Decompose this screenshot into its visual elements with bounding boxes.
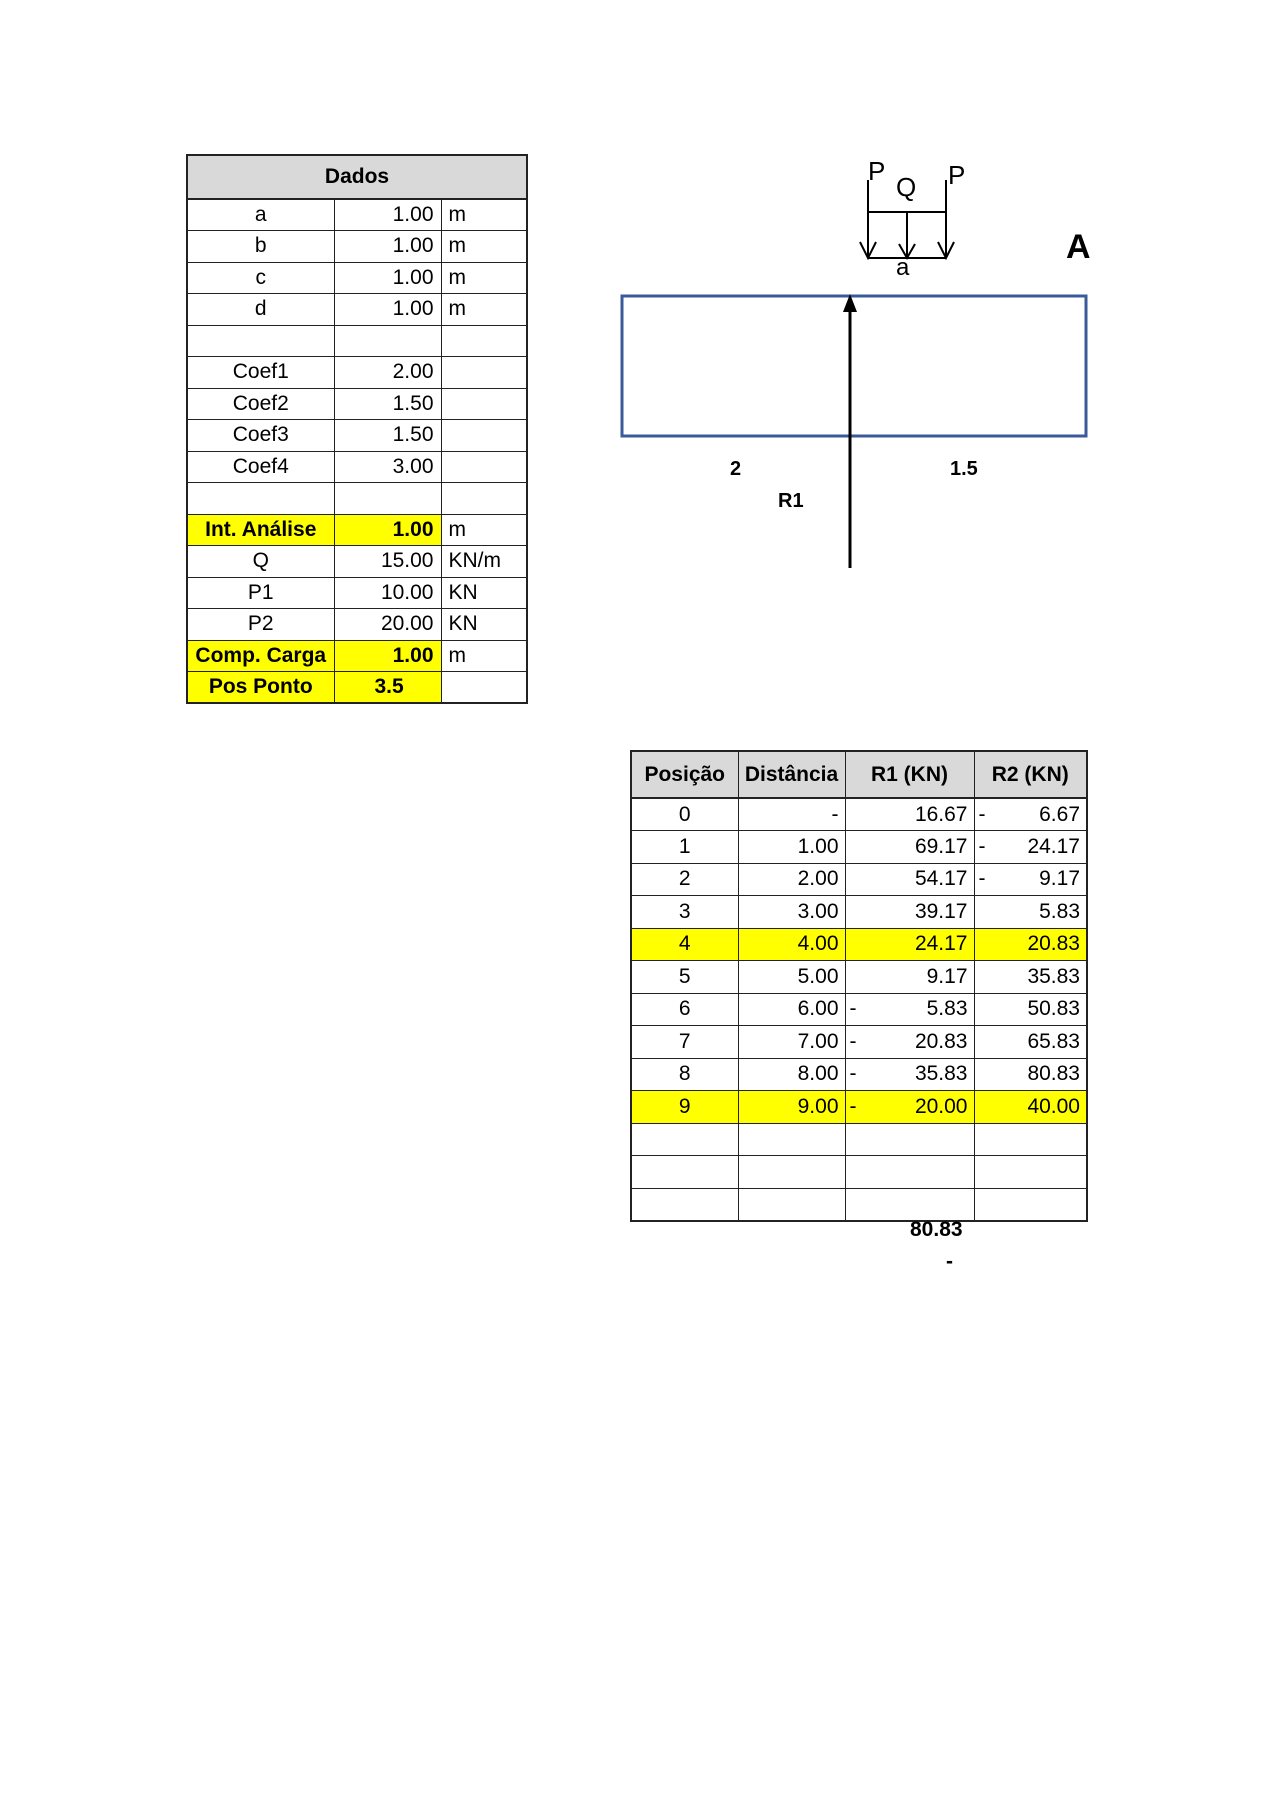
results-r1-number: 20.83 bbox=[914, 1029, 968, 1053]
dados-value: 1.50 bbox=[334, 420, 441, 452]
header-r2: R2 (KN) bbox=[974, 751, 1087, 798]
results-r2 bbox=[974, 1188, 1087, 1221]
results-r1 bbox=[845, 1026, 974, 1059]
results-row bbox=[631, 798, 1087, 831]
load-q-label: Q bbox=[896, 172, 917, 202]
results-distancia: 4.00 bbox=[738, 928, 845, 961]
results-r2 bbox=[974, 831, 1087, 864]
negative-sign: - bbox=[849, 1029, 857, 1053]
results-r1 bbox=[845, 896, 974, 929]
results-r1-number: 39.17 bbox=[914, 899, 968, 923]
results-r1 bbox=[845, 1058, 974, 1091]
results-r2-number: 40.00 bbox=[1027, 1094, 1080, 1118]
dados-row bbox=[187, 609, 527, 641]
results-distancia: 6.00 bbox=[738, 993, 845, 1026]
dados-label: d bbox=[187, 294, 334, 326]
results-row bbox=[631, 1091, 1087, 1124]
dados-row bbox=[187, 357, 527, 389]
results-r2 bbox=[974, 1091, 1087, 1124]
results-posicao: 3 bbox=[631, 896, 738, 929]
results-table-container bbox=[630, 750, 1086, 1222]
results-posicao bbox=[631, 1156, 738, 1189]
results-r2-number: 9.17 bbox=[1039, 867, 1080, 891]
results-table bbox=[630, 750, 1088, 1222]
results-row bbox=[631, 831, 1087, 864]
results-row bbox=[631, 1026, 1087, 1059]
dados-unit bbox=[441, 388, 527, 420]
dados-row bbox=[187, 294, 527, 326]
negative-sign: - bbox=[849, 997, 857, 1021]
results-distancia bbox=[738, 1123, 845, 1156]
results-row bbox=[631, 1123, 1087, 1156]
results-r1 bbox=[845, 993, 974, 1026]
header-distancia: Distância bbox=[738, 751, 845, 798]
dados-label: Coef3 bbox=[187, 420, 334, 452]
dim-right-label: 1.5 bbox=[950, 458, 978, 480]
results-posicao: 5 bbox=[631, 961, 738, 994]
results-r2 bbox=[974, 1026, 1087, 1059]
dados-table-container bbox=[186, 154, 526, 704]
beam-diagram bbox=[610, 150, 1110, 580]
results-posicao: 1 bbox=[631, 831, 738, 864]
negative-sign: - bbox=[849, 1094, 857, 1118]
dados-value: 2.00 bbox=[334, 357, 441, 389]
results-r2-number: 80.83 bbox=[1027, 1062, 1080, 1086]
results-r2 bbox=[974, 863, 1087, 896]
results-posicao bbox=[631, 1123, 738, 1156]
dados-unit: m bbox=[441, 231, 527, 263]
results-distancia: - bbox=[738, 798, 845, 831]
results-r1-number: 54.17 bbox=[914, 867, 968, 891]
results-distancia: 8.00 bbox=[738, 1058, 845, 1091]
dados-unit: KN bbox=[441, 577, 527, 609]
dados-unit: m bbox=[441, 640, 527, 672]
dados-row bbox=[187, 546, 527, 578]
dados-unit: KN/m bbox=[441, 546, 527, 578]
beam-diagram-svg bbox=[610, 150, 1110, 580]
dados-label: b bbox=[187, 231, 334, 263]
dados-label bbox=[187, 483, 334, 515]
results-distancia bbox=[738, 1156, 845, 1189]
header-posicao: Posição bbox=[631, 751, 738, 798]
dados-row bbox=[187, 231, 527, 263]
dados-unit: m bbox=[441, 262, 527, 294]
dados-label: P2 bbox=[187, 609, 334, 641]
dados-unit bbox=[441, 483, 527, 515]
dados-title: Dados bbox=[187, 155, 527, 199]
dados-unit bbox=[441, 420, 527, 452]
beam-rect bbox=[622, 296, 1086, 436]
dados-label bbox=[187, 325, 334, 357]
results-posicao bbox=[631, 1188, 738, 1221]
dados-value bbox=[334, 325, 441, 357]
dados-label: a bbox=[187, 199, 334, 231]
results-r1-number: 24.17 bbox=[914, 932, 968, 956]
results-r2-number: 65.83 bbox=[1027, 1029, 1080, 1053]
dados-value: 3.5 bbox=[334, 672, 441, 704]
dados-label: Coef2 bbox=[187, 388, 334, 420]
results-r1 bbox=[845, 798, 974, 831]
results-distancia bbox=[738, 1188, 845, 1221]
results-distancia: 9.00 bbox=[738, 1091, 845, 1124]
results-r1 bbox=[845, 1188, 974, 1221]
results-r2-number: 6.67 bbox=[1039, 802, 1080, 826]
results-r2-number: 5.83 bbox=[1039, 899, 1080, 923]
dados-label: Coef1 bbox=[187, 357, 334, 389]
results-r1-number: 16.67 bbox=[914, 802, 968, 826]
results-posicao: 8 bbox=[631, 1058, 738, 1091]
dados-unit: KN bbox=[441, 609, 527, 641]
dados-unit bbox=[441, 357, 527, 389]
dados-label: P1 bbox=[187, 577, 334, 609]
results-row bbox=[631, 961, 1087, 994]
results-r2 bbox=[974, 1156, 1087, 1189]
load-p-right-label: P bbox=[948, 160, 966, 190]
dados-unit: m bbox=[441, 199, 527, 231]
results-r1-number: 35.83 bbox=[914, 1062, 968, 1086]
negative-sign: - bbox=[978, 802, 986, 826]
results-row bbox=[631, 928, 1087, 961]
results-r1 bbox=[845, 961, 974, 994]
results-distancia: 3.00 bbox=[738, 896, 845, 929]
header-r1: R1 (KN) bbox=[845, 751, 974, 798]
results-r1 bbox=[845, 928, 974, 961]
dados-label: Q bbox=[187, 546, 334, 578]
dados-row bbox=[187, 262, 527, 294]
results-r1 bbox=[845, 831, 974, 864]
results-row bbox=[631, 1058, 1087, 1091]
dados-unit bbox=[441, 451, 527, 483]
dados-value: 1.00 bbox=[334, 199, 441, 231]
results-posicao: 2 bbox=[631, 863, 738, 896]
dados-row bbox=[187, 420, 527, 452]
dados-value: 1.00 bbox=[334, 514, 441, 546]
results-r2 bbox=[974, 798, 1087, 831]
dados-label: Comp. Carga bbox=[187, 640, 334, 672]
results-row bbox=[631, 1188, 1087, 1221]
results-posicao: 7 bbox=[631, 1026, 738, 1059]
results-distancia: 5.00 bbox=[738, 961, 845, 994]
results-r1-number: 9.17 bbox=[926, 964, 968, 988]
results-r2 bbox=[974, 1123, 1087, 1156]
dados-row bbox=[187, 388, 527, 420]
dados-value: 1.00 bbox=[334, 262, 441, 294]
results-distancia: 7.00 bbox=[738, 1026, 845, 1059]
negative-sign: - bbox=[978, 834, 986, 858]
dados-row bbox=[187, 514, 527, 546]
dados-value: 15.00 bbox=[334, 546, 441, 578]
dados-row bbox=[187, 325, 527, 357]
results-posicao: 0 bbox=[631, 798, 738, 831]
results-r2-number: 35.83 bbox=[1027, 964, 1080, 988]
negative-sign: - bbox=[978, 867, 986, 891]
results-r1-number: 69.17 bbox=[914, 834, 968, 858]
results-r2 bbox=[974, 896, 1087, 929]
dados-row bbox=[187, 577, 527, 609]
results-posicao: 6 bbox=[631, 993, 738, 1026]
results-r2 bbox=[974, 961, 1087, 994]
dados-value: 1.00 bbox=[334, 640, 441, 672]
results-r1 bbox=[845, 1156, 974, 1189]
results-r1 bbox=[845, 1091, 974, 1124]
results-r2-number: 50.83 bbox=[1027, 997, 1080, 1021]
dados-unit: m bbox=[441, 294, 527, 326]
load-a-label: a bbox=[896, 254, 910, 281]
results-row bbox=[631, 1156, 1087, 1189]
results-r1-number: 5.83 bbox=[926, 997, 968, 1021]
dados-label: c bbox=[187, 262, 334, 294]
footer-max-value: 80.83 bbox=[910, 1218, 963, 1241]
results-distancia: 1.00 bbox=[738, 831, 845, 864]
results-r1-number: 20.00 bbox=[914, 1094, 968, 1118]
dados-value: 1.00 bbox=[334, 294, 441, 326]
dados-value bbox=[334, 483, 441, 515]
dados-value: 1.50 bbox=[334, 388, 441, 420]
dados-label: Int. Análise bbox=[187, 514, 334, 546]
dados-unit: m bbox=[441, 514, 527, 546]
dados-label: Pos Ponto bbox=[187, 672, 334, 704]
results-posicao: 4 bbox=[631, 928, 738, 961]
dados-table bbox=[186, 154, 528, 704]
results-r2 bbox=[974, 928, 1087, 961]
load-p-left-label: P bbox=[868, 156, 886, 186]
dados-value: 10.00 bbox=[334, 577, 441, 609]
dados-row bbox=[187, 199, 527, 231]
results-row bbox=[631, 863, 1087, 896]
dados-row bbox=[187, 451, 527, 483]
dados-unit bbox=[441, 325, 527, 357]
results-row bbox=[631, 896, 1087, 929]
results-r2-number: 24.17 bbox=[1027, 834, 1080, 858]
results-r2-number: 20.83 bbox=[1027, 932, 1080, 956]
footer-min-value: - bbox=[946, 1250, 953, 1273]
dados-value: 20.00 bbox=[334, 609, 441, 641]
reaction-label: R1 bbox=[778, 490, 804, 512]
dados-unit bbox=[441, 672, 527, 704]
dados-row bbox=[187, 672, 527, 704]
results-r2 bbox=[974, 993, 1087, 1026]
results-r1 bbox=[845, 863, 974, 896]
results-row bbox=[631, 993, 1087, 1026]
results-r1 bbox=[845, 1123, 974, 1156]
dim-left-label: 2 bbox=[730, 458, 742, 480]
dados-value: 1.00 bbox=[334, 231, 441, 263]
dados-row bbox=[187, 483, 527, 515]
results-r2 bbox=[974, 1058, 1087, 1091]
dados-label: Coef4 bbox=[187, 451, 334, 483]
results-distancia: 2.00 bbox=[738, 863, 845, 896]
corner-label: A bbox=[1066, 228, 1091, 266]
negative-sign: - bbox=[849, 1062, 857, 1086]
dados-row bbox=[187, 640, 527, 672]
results-posicao: 9 bbox=[631, 1091, 738, 1124]
dados-value: 3.00 bbox=[334, 451, 441, 483]
